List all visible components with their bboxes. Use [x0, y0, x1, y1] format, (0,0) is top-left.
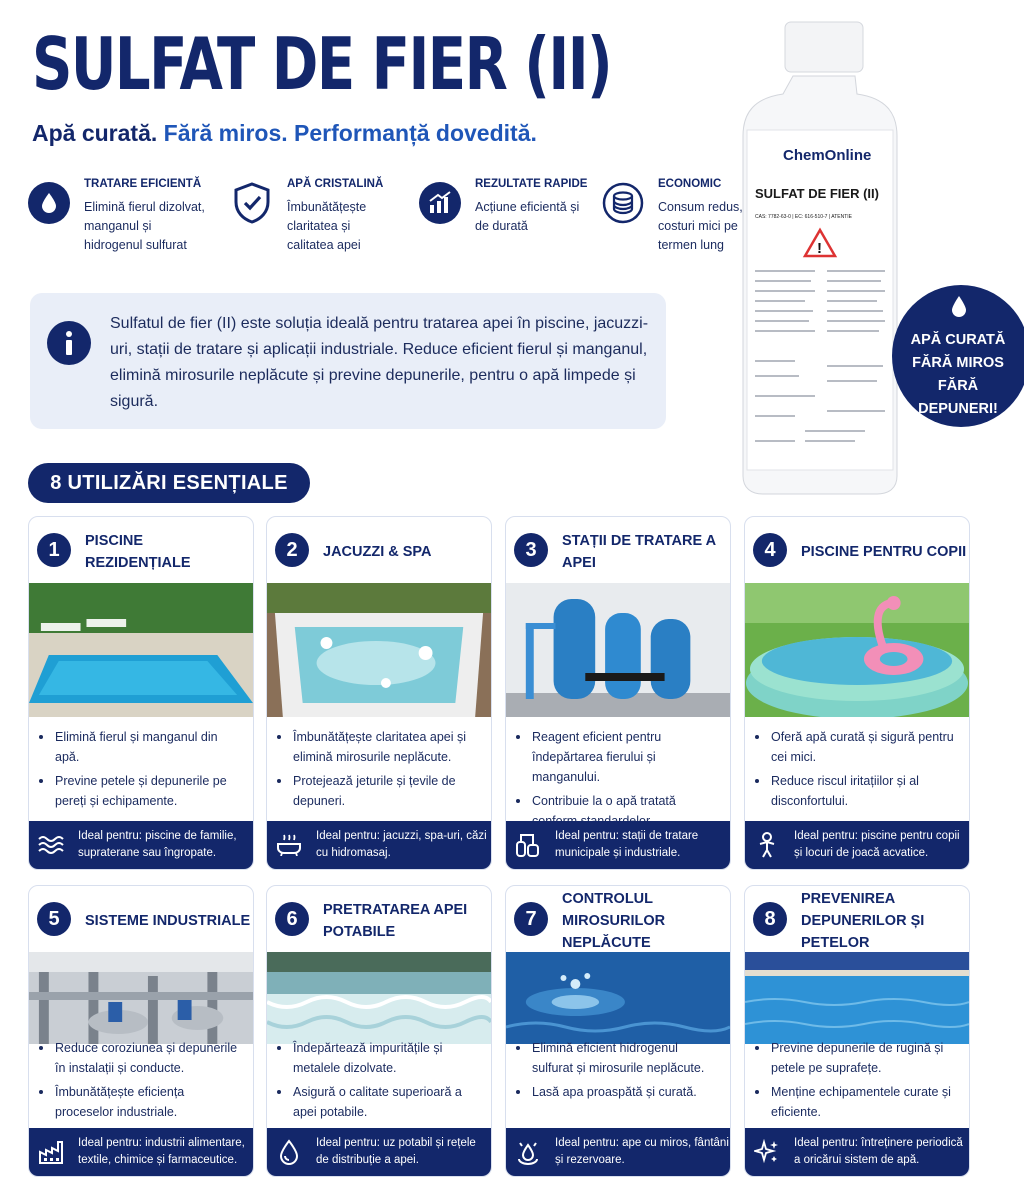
chart-up-icon — [419, 182, 461, 224]
card-ideal-bar — [506, 1128, 730, 1176]
product-bottle — [735, 20, 905, 500]
use-card — [505, 885, 731, 1177]
bottle-label: SULFAT DE FIER (II) — [755, 186, 879, 201]
factory-icon — [38, 1139, 64, 1165]
treatment-plant-photo — [506, 583, 730, 717]
use-card — [28, 885, 254, 1177]
splash-icon — [515, 1139, 541, 1165]
pool-photo — [29, 583, 253, 717]
info-icon — [47, 321, 91, 365]
card-title: CONTROLUL MIROSURILOR NEPLĂCUTE — [562, 891, 666, 951]
card-number: 5 — [37, 902, 71, 936]
use-card — [28, 516, 254, 870]
plant-icon — [515, 832, 541, 858]
card-ideal-text: Ideal pentru: industrii alimentare, textile, chimice și farmaceutice. — [78, 1137, 245, 1166]
card-ideal-bar — [29, 1128, 253, 1176]
card-bullet: Menține echipamentele curate și eficiente. — [771, 1082, 961, 1122]
card-bullet: Îmbunătățește eficiența proceselor industriale. — [55, 1082, 245, 1122]
feature-item — [28, 178, 209, 255]
waterfall-photo — [267, 952, 491, 1044]
waves-icon — [38, 832, 64, 858]
use-card — [744, 885, 970, 1177]
shield-check-icon — [231, 182, 273, 224]
drop-outline-icon — [276, 1139, 302, 1165]
card-bullet: Îndepărtează impuritățile și metalele dizolvate. — [293, 1038, 483, 1078]
sparkle-icon — [754, 1139, 780, 1165]
badge-line-4: DEPUNERI! — [918, 401, 998, 417]
feature-title: ECONOMIC — [658, 178, 722, 190]
use-card — [505, 516, 731, 870]
info-text: Sulfatul de fier (II) este soluția ideală pentru tratarea apei în piscine, jacuzzi-uri, stații de tratare și aplicații industriale. Reduce eficient fierul și manganul, elimină mirosurile neplăcute și previne depunerile, pentru o apă limpede și sigură. — [110, 315, 649, 410]
feature-title: REZULTATE RAPIDE — [475, 178, 588, 190]
card-bullet: Previne depunerile de rugină și petele pe suprafețe. — [771, 1038, 961, 1078]
feature-item — [231, 178, 397, 255]
card-number: 4 — [753, 533, 787, 567]
use-card — [266, 516, 492, 870]
bathtub-icon — [276, 832, 302, 858]
jacuzzi-photo — [267, 583, 491, 717]
card-title: STAȚII DE TRATARE A APEI — [562, 533, 716, 571]
card-bullet: Protejează jeturile și țevile de depuneri. — [293, 771, 483, 811]
card-ideal-bar — [267, 1128, 491, 1176]
card-ideal-bar — [745, 1128, 969, 1176]
card-bullet: Contribuie la o apă tratată — [532, 791, 722, 831]
card-ideal-text: Ideal pentru: ape cu miros, fântâni și rezervoare. — [555, 1137, 729, 1166]
water-splash-photo — [506, 952, 730, 1044]
badge-line-2: FĂRĂ MIROS — [912, 355, 1004, 371]
pool-tiles-photo — [745, 952, 969, 1044]
badge-line-1: APĂ CURATĂ — [910, 332, 1006, 348]
card-bullet: Asigură o calitate superioară a apei potabile. — [293, 1082, 483, 1122]
child-icon — [754, 832, 780, 858]
card-title: JACUZZI & SPA — [323, 544, 432, 560]
card-bullet: Îmbunătățește claritatea apei și elimină mirosurile neplăcute. — [293, 727, 483, 767]
card-title: PISCINE PENTRU COPII — [801, 544, 967, 560]
card-number: 2 — [275, 533, 309, 567]
coins-icon — [602, 182, 644, 224]
feature-text: Consum redus, costuri mici pe termen lung — [658, 200, 743, 252]
card-title: PRETRATAREA APEI POTABILE — [323, 902, 468, 940]
card-number: 6 — [275, 902, 309, 936]
card-number: 3 — [514, 533, 548, 567]
feature-text: Acțiune eficientă și de durată — [475, 200, 580, 233]
feature-text: Îmbunătățește claritatea și calitatea apei — [287, 200, 367, 252]
card-bullet: Reagent eficient pentru îndepărtarea fierului și manganului. — [532, 727, 722, 787]
use-card — [266, 885, 492, 1177]
card-ideal-text: Ideal pentru: piscine de familie, supraterane sau îngropate. — [78, 830, 237, 859]
feature-title: APĂ CRISTALINĂ — [287, 178, 384, 190]
features-row — [28, 178, 780, 255]
card-title: PREVENIREA DEPUNERILOR ȘI PETELOR — [801, 891, 925, 951]
page-title: SULFAT DE FIER (II) — [32, 22, 612, 106]
card-bullet: Reduce riscul iritațiilor și al disconfortului. — [771, 771, 961, 811]
info-box — [30, 293, 666, 429]
hazard-icon: ! — [817, 240, 822, 257]
card-number: 1 — [37, 533, 71, 567]
card-ideal-bar — [267, 821, 491, 869]
kids-pool-photo — [745, 583, 969, 717]
card-ideal-text: Ideal pentru: întreținere periodică a oricărui sistem de apă. — [794, 1137, 963, 1166]
card-bullet: Elimină fierul și manganul din apă. — [55, 727, 245, 767]
feature-item — [419, 178, 588, 255]
tagline-part-2: Fără miros. — [163, 120, 288, 146]
drop-icon — [28, 182, 70, 224]
card-ideal-text: Ideal pentru: stații de tratare municipale și industriale. — [555, 830, 699, 859]
card-ideal-text: Ideal pentru: jacuzzi, spa-uri, căzi cu hidromasaj. — [316, 830, 487, 859]
industrial-photo — [29, 952, 253, 1044]
bottle-brand: ChemOnline — [783, 147, 872, 164]
card-bullet: Elimină eficient hidrogenul sulfurat și mirosurile neplăcute. — [532, 1038, 722, 1078]
card-ideal-bar — [745, 821, 969, 869]
feature-text: Elimină fierul dizolvat, manganul și hidrogenul sulfurat — [84, 200, 205, 252]
card-ideal-text: Ideal pentru: piscine pentru copii și locuri de joacă acvatice. — [794, 830, 960, 859]
badge-line-3: FĂRĂ — [937, 378, 979, 394]
card-bullet: Oferă apă curată și sigură pentru cei mici. — [771, 727, 961, 767]
card-title: SISTEME INDUSTRIALE — [85, 913, 251, 929]
section-title: 8 UTILIZĂRI ESENȚIALE — [28, 463, 310, 503]
feature-title: TRATARE EFICIENTĂ — [84, 178, 202, 190]
card-bullet: Previne petele și depunerile pe pereți și echipamente. — [55, 771, 245, 811]
tagline-part-1: Apă curată. — [32, 120, 158, 146]
card-number: 7 — [514, 902, 548, 936]
card-ideal-bar — [29, 821, 253, 869]
use-card — [744, 516, 970, 870]
benefits-badge — [892, 285, 1024, 427]
card-bullet: Lasă apa proaspătă și curată. — [532, 1082, 722, 1102]
card-title: PISCINE REZIDENȚIALE — [85, 533, 191, 571]
bottle-cas: CAS: 7782-63-0 | EC: 616-510-7 | ATENTIE — [755, 214, 852, 220]
card-ideal-bar — [506, 821, 730, 869]
tagline — [32, 120, 537, 147]
card-ideal-text: Ideal pentru: uz potabil și rețele de distribuție a apei. — [316, 1137, 476, 1166]
card-bullet: Reduce coroziunea și depunerile în instalații și conducte. — [55, 1038, 245, 1078]
card-number: 8 — [753, 902, 787, 936]
tagline-part-3: Performanță dovedită. — [294, 120, 537, 146]
